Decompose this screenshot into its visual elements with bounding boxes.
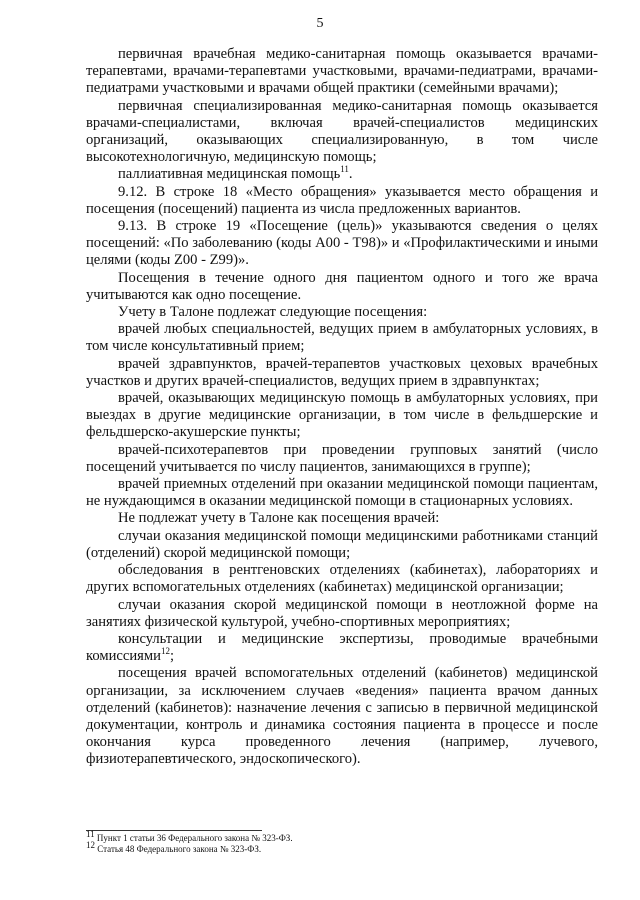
- paragraph: посещения врачей вспомогательных отделений (кабинетов) медицинской организации, за исключением случаев «ведения» пациента врачом данных отделений (кабинетов): назначение лечения с записью в первичной медицинской документации, контроль и динамика состояния пациента в процессе и после окончания курса проведенного лечения (например, лучевого, физиотерапевтического, эндоскопического).: [86, 665, 598, 768]
- footnote-divider: [86, 830, 262, 831]
- paragraph: консультации и медицинские экспертизы, проводимые врачебными комиссиями$^{12}$;: [86, 630, 598, 665]
- paragraph: врачей любых специальностей, ведущих прием в амбулаторных условиях, в том числе консультативный прием;: [86, 321, 598, 355]
- paragraph: обследования в рентгеновских отделениях (кабинетах), лабораториях и других вспомогательных отделениях (кабинетах) медицинской организации;: [86, 562, 598, 596]
- document-body: [86, 46, 598, 769]
- paragraph: врачей здравпунктов, врачей-терапевтов участковых цеховых врачебных участков и других врачей-специалистов, ведущих прием в здравпунктах;: [86, 355, 598, 389]
- footnotes: [86, 829, 598, 855]
- paragraph: Не подлежат учету в Талоне как посещения врачей:: [118, 510, 440, 527]
- paragraph: паллиативная медицинская помощь$^{11}$.: [118, 164, 353, 183]
- footnote: $^{12}$ Статья 48 Федерального закона № 323-ФЗ.: [86, 840, 262, 854]
- paragraph: врачей, оказывающих медицинскую помощь в амбулаторных условиях, при выездах в другие медицинские организации, в том числе в фельдшерские и фельдшерско-акушерские пункты;: [86, 390, 598, 441]
- paragraph: 9.13. В строке 19 «Посещение (цель)» указываются сведения о целях посещений: «По заболеванию (коды А00 - Т98)» и «Профилактическими и иными целями (коды Z00 - Z99)».: [86, 218, 598, 269]
- paragraph: первичная специализированная медико-санитарная помощь оказывается врачами-специалистами, включая врачей-специалистов медицинских организаций, оказывающих специализированную, в том числе высокотехнологичную, медицинскую помощь;: [86, 97, 598, 166]
- footnote-ref[interactable]: 11: [340, 164, 349, 175]
- paragraph: первичная врачебная медико-санитарная помощь оказывается врачами-терапевтами, врачами-терапевтами участковыми, врачами-педиатрами, врачами-педиатрами участковыми и врачами общей практики (семейными врачами);: [86, 46, 598, 97]
- footnote: $^{11}$ Пункт 1 статьи 36 Федерального закона № 323-ФЗ.: [86, 829, 293, 843]
- paragraph: случаи оказания скорой медицинской помощи в неотложной форме на занятиях физической культурой, учебно-спортивных мероприятиях;: [86, 596, 598, 630]
- paragraph: Учету в Талоне подлежат следующие посещения:: [118, 304, 428, 321]
- paragraph: врачей-психотерапевтов при проведении групповых занятий (число посещений учитывается по числу пациентов, занимающихся в группе);: [86, 441, 598, 475]
- footnote-ref[interactable]: 12: [160, 646, 170, 657]
- paragraph: врачей приемных отделений при оказании медицинской помощи пациентам, не нуждающимся в оказании медицинской помощи в стационарных условиях.: [86, 476, 598, 510]
- page-number: 5: [316, 16, 324, 31]
- paragraph: случаи оказания медицинской помощи медицинскими работниками станций (отделений) скорой медицинской помощи;: [86, 527, 598, 561]
- paragraph: Посещения в течение одного дня пациентом одного и того же врача учитываются как одно посещение.: [86, 269, 598, 303]
- paragraph: 9.12. В строке 18 «Место обращения» указывается место обращения и посещения (посещений) пациента из числа предложенных вариантов.: [86, 183, 598, 217]
